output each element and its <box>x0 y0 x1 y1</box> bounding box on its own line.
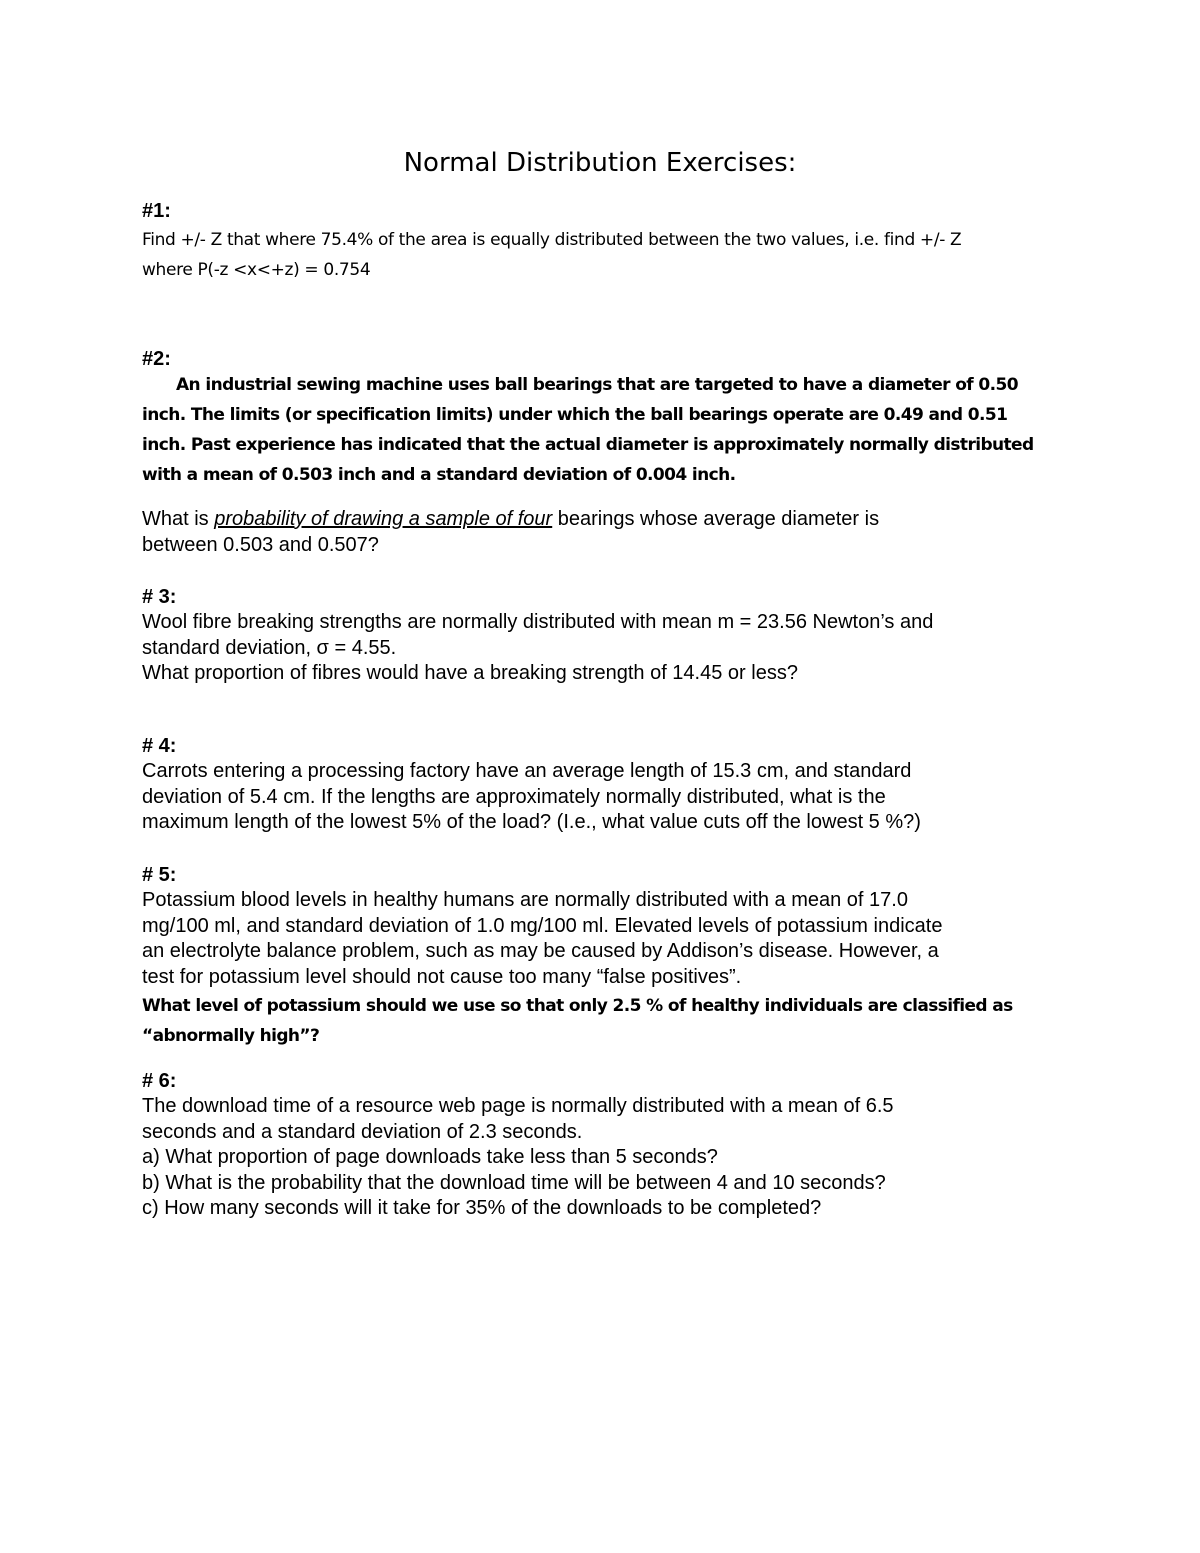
exercise-6-line: The download time of a resource web page is normally distributed with a mean of 6.5 <box>142 1095 894 1117</box>
exercise-4-line: maximum length of the lowest 5% of the load? (I.e., what value cuts off the lowest 5 %?) <box>142 811 921 833</box>
exercise-2-line: with a mean of 0.503 inch and a standard deviation of 0.004 inch. <box>142 465 736 485</box>
exercise-1-heading: #1: <box>142 200 171 222</box>
exercise-5-line: an electrolyte balance problem, such as may be caused by Addison’s disease. However, a <box>142 940 939 962</box>
exercise-6-text <box>142 1094 1062 1222</box>
exercise-5-line: Potassium blood levels in healthy humans are normally distributed with a mean of 17.0 <box>142 889 908 911</box>
exercise-3-line: standard deviation, σ = 4.55. <box>142 636 397 659</box>
exercise-3-heading: # 3: <box>142 586 177 608</box>
exercise-3-line: What proportion of fibres would have a breaking strength of 14.45 or less? <box>142 662 798 684</box>
question-suffix: bearings whose average diameter is <box>552 508 880 530</box>
exercise-2-question-line: between 0.503 and 0.507? <box>142 533 379 556</box>
question-prefix: What is <box>142 508 215 530</box>
exercise-6-line: c) How many seconds will it take for 35% of the downloads to be completed? <box>142 1197 822 1219</box>
exercise-5-text <box>142 888 1062 990</box>
exercise-3-line: Wool fibre breaking strengths are normally distributed with mean m = 23.56 Newton’s and <box>142 611 934 633</box>
exercise-4-text <box>142 759 1062 836</box>
exercise-1-line: where P(-z <x<+z) = 0.754 <box>142 260 371 280</box>
exercise-5-question-line: What level of potassium should we use so that only 2.5 % of healthy individuals are classified as <box>142 996 1013 1016</box>
exercise-2-heading: #2: <box>142 348 171 370</box>
exercise-4-line: deviation of 5.4 cm. If the lengths are approximately normally distributed, what is the <box>142 785 886 808</box>
exercise-3-text <box>142 610 1062 687</box>
exercise-2-question-line <box>142 507 1062 533</box>
exercise-2-line: inch. The limits (or specification limits) under which the ball bearings operate are 0.49 and 0.51 <box>142 405 1008 425</box>
exercise-6-line: seconds and a standard deviation of 2.3 seconds. <box>142 1120 583 1143</box>
exercise-4-line: Carrots entering a processing factory have an average length of 15.3 cm, and standard <box>142 760 912 782</box>
exercise-5-question-line: “abnormally high”? <box>142 1026 320 1046</box>
exercise-1-text <box>142 225 1062 285</box>
exercise-2-question <box>142 507 1062 558</box>
exercise-1-line: Find +/- Z that where 75.4% of the area is equally distributed between the two values, i.e. find +/- Z <box>142 230 962 250</box>
exercise-4-heading: # 4: <box>142 735 177 757</box>
exercise-2-line: inch. Past experience has indicated that the actual diameter is approximately normally distributed <box>142 435 1034 455</box>
page-title: Normal Distribution Exercises: <box>403 148 797 178</box>
exercise-6-line: a) What proportion of page downloads take less than 5 seconds? <box>142 1146 718 1168</box>
exercise-2-line: An industrial sewing machine uses ball bearings that are targeted to have a diameter of 0.50 <box>176 375 1018 395</box>
exercise-5-line: mg/100 ml, and standard deviation of 1.0 mg/100 ml. Elevated levels of potassium indicate <box>142 914 943 937</box>
exercise-5-line: test for potassium level should not cause too many “false positives”. <box>142 965 742 988</box>
exercise-5-question <box>142 991 1062 1051</box>
exercise-6-line: b) What is the probability that the download time will be between 4 and 10 seconds? <box>142 1171 886 1194</box>
exercise-6-heading: # 6: <box>142 1070 177 1092</box>
question-emphasis: probability of drawing a sample of four <box>214 508 553 530</box>
exercise-2-intro <box>142 370 1062 490</box>
exercise-5-heading: # 5: <box>142 864 177 886</box>
